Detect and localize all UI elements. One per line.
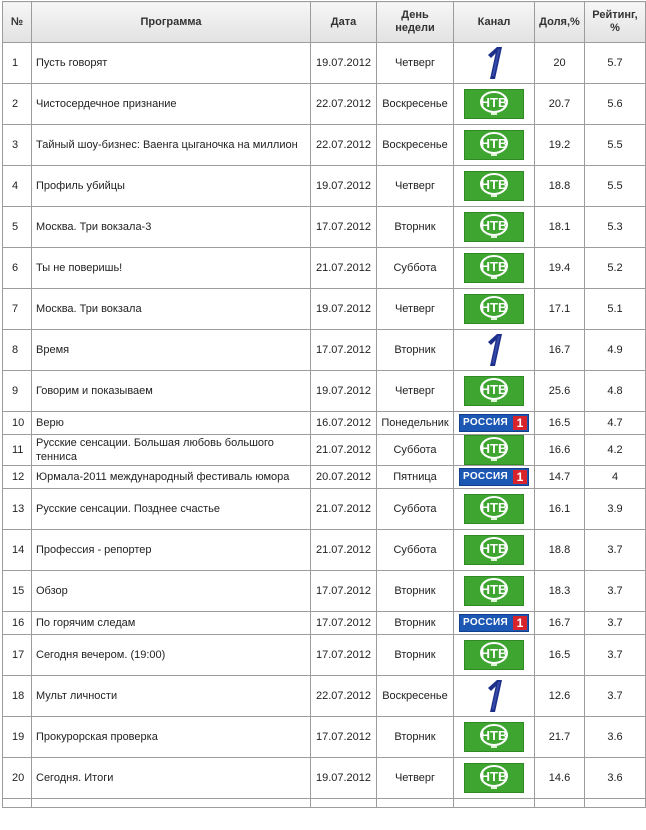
table-row	[3, 435, 646, 466]
table-row	[3, 207, 646, 248]
channel-cell	[454, 371, 535, 412]
share-value: 20.7	[535, 84, 585, 125]
ntv-logo	[464, 130, 524, 160]
program-name: По горячим следам	[32, 612, 311, 635]
air-date: 19.07.2012	[311, 43, 377, 84]
ntv-logo-text: НТВ	[480, 177, 508, 192]
air-date: 21.07.2012	[311, 530, 377, 571]
program-name: Чистосердечное признание	[32, 84, 311, 125]
ntv-logo-text: НТВ	[480, 300, 508, 315]
channel-cell	[454, 166, 535, 207]
rating-value: 4.7	[585, 412, 646, 435]
channel-one-logo	[482, 679, 506, 713]
air-date: 19.07.2012	[311, 371, 377, 412]
share-value: 12.6	[535, 676, 585, 717]
ntv-logo-text: НТВ	[480, 541, 508, 556]
program-name: Юрмала-2011 международный фестиваль юмора	[32, 466, 311, 489]
row-number: 4	[3, 166, 32, 207]
row-number: 5	[3, 207, 32, 248]
ntv-logo	[464, 435, 524, 465]
rating-value: 3.7	[585, 571, 646, 612]
air-date: 21.07.2012	[311, 489, 377, 530]
russia-logo-number: 1	[513, 416, 527, 430]
weekday: Суббота	[377, 435, 454, 466]
program-name: Москва. Три вокзала	[32, 289, 311, 330]
program-name: Сегодня вечером. (19:00)	[32, 635, 311, 676]
air-date: 17.07.2012	[311, 330, 377, 371]
rating-value: 3.6	[585, 717, 646, 758]
air-date: 19.07.2012	[311, 289, 377, 330]
program-name: Пусть говорят	[32, 43, 311, 84]
row-number: 17	[3, 635, 32, 676]
share-value: 18.8	[535, 166, 585, 207]
channel-cell	[454, 43, 535, 84]
empty-cell	[585, 799, 646, 808]
empty-cell	[377, 799, 454, 808]
rating-value: 3.7	[585, 530, 646, 571]
rating-value: 3.6	[585, 758, 646, 799]
program-name: Русские сенсации. Большая любовь большого тенниса	[32, 435, 311, 466]
air-date: 19.07.2012	[311, 758, 377, 799]
share-value: 16.1	[535, 489, 585, 530]
weekday: Воскресенье	[377, 84, 454, 125]
row-number: 13	[3, 489, 32, 530]
table-row	[3, 125, 646, 166]
ntv-logo	[464, 722, 524, 752]
weekday: Вторник	[377, 635, 454, 676]
table-row	[3, 166, 646, 207]
russia-1-logo	[459, 414, 529, 432]
share-value: 25.6	[535, 371, 585, 412]
weekday: Понедельник	[377, 412, 454, 435]
rating-value: 3.9	[585, 489, 646, 530]
header-rating-line2: %	[610, 22, 620, 34]
program-name: Москва. Три вокзала-3	[32, 207, 311, 248]
rating-value: 3.7	[585, 676, 646, 717]
channel-cell	[454, 676, 535, 717]
share-value: 18.3	[535, 571, 585, 612]
header-day	[377, 2, 454, 43]
weekday: Воскресенье	[377, 676, 454, 717]
russia-logo-text: РОССИЯ	[463, 617, 508, 628]
ntv-logo	[464, 576, 524, 606]
channel-cell	[454, 84, 535, 125]
rating-value: 4	[585, 466, 646, 489]
share-value: 20	[535, 43, 585, 84]
table-body	[3, 43, 646, 808]
share-value: 17.1	[535, 289, 585, 330]
channel-cell	[454, 717, 535, 758]
program-name: Прокурорская проверка	[32, 717, 311, 758]
share-value: 14.6	[535, 758, 585, 799]
header-date: Дата	[311, 2, 377, 43]
channel-cell	[454, 330, 535, 371]
air-date: 19.07.2012	[311, 166, 377, 207]
ntv-logo	[464, 640, 524, 670]
air-date: 22.07.2012	[311, 84, 377, 125]
rating-value: 3.7	[585, 612, 646, 635]
row-number: 1	[3, 43, 32, 84]
share-value: 19.2	[535, 125, 585, 166]
ntv-logo-text: НТВ	[480, 582, 508, 597]
row-number: 7	[3, 289, 32, 330]
air-date: 16.07.2012	[311, 412, 377, 435]
row-number: 6	[3, 248, 32, 289]
table-row	[3, 466, 646, 489]
channel-cell	[454, 248, 535, 289]
table-row	[3, 289, 646, 330]
program-name: Обзор	[32, 571, 311, 612]
russia-1-logo	[459, 468, 529, 486]
table-row	[3, 489, 646, 530]
channel-cell	[454, 612, 535, 635]
rating-value: 5.3	[585, 207, 646, 248]
rating-value: 5.2	[585, 248, 646, 289]
empty-cell	[32, 799, 311, 808]
channel-cell	[454, 289, 535, 330]
air-date: 21.07.2012	[311, 435, 377, 466]
weekday: Суббота	[377, 530, 454, 571]
table-row	[3, 612, 646, 635]
header-num: №	[3, 2, 32, 43]
channel-cell	[454, 758, 535, 799]
channel-cell	[454, 635, 535, 676]
row-number: 20	[3, 758, 32, 799]
table-row	[3, 571, 646, 612]
empty-cell	[535, 799, 585, 808]
air-date: 17.07.2012	[311, 635, 377, 676]
rating-value: 5.5	[585, 125, 646, 166]
ntv-logo-text: НТВ	[480, 259, 508, 274]
program-name: Профиль убийцы	[32, 166, 311, 207]
share-value: 16.5	[535, 412, 585, 435]
ntv-logo	[464, 89, 524, 119]
air-date: 22.07.2012	[311, 125, 377, 166]
row-number: 18	[3, 676, 32, 717]
header-rating	[585, 2, 646, 43]
table-row	[3, 43, 646, 84]
share-value: 18.8	[535, 530, 585, 571]
ntv-logo-text: НТВ	[480, 95, 508, 110]
program-name: Мульт личности	[32, 676, 311, 717]
program-name: Говорим и показываем	[32, 371, 311, 412]
ntv-logo-text: НТВ	[480, 441, 508, 456]
header-day-line1: День	[401, 9, 429, 21]
ntv-logo-text: НТВ	[480, 646, 508, 661]
table-row	[3, 330, 646, 371]
empty-cell	[3, 799, 32, 808]
ntv-logo	[464, 212, 524, 242]
table-row	[3, 717, 646, 758]
channel-cell	[454, 530, 535, 571]
table-row	[3, 635, 646, 676]
share-value: 14.7	[535, 466, 585, 489]
row-number: 15	[3, 571, 32, 612]
air-date: 17.07.2012	[311, 571, 377, 612]
row-number: 2	[3, 84, 32, 125]
ntv-logo-text: НТВ	[480, 728, 508, 743]
header-program: Программа	[32, 2, 311, 43]
weekday: Четверг	[377, 43, 454, 84]
weekday: Вторник	[377, 717, 454, 758]
channel-cell	[454, 412, 535, 435]
rating-value: 5.5	[585, 166, 646, 207]
weekday: Четверг	[377, 289, 454, 330]
table-row	[3, 530, 646, 571]
row-number: 10	[3, 412, 32, 435]
ntv-logo	[464, 763, 524, 793]
channel-cell	[454, 571, 535, 612]
program-name: Сегодня. Итоги	[32, 758, 311, 799]
rating-value: 5.1	[585, 289, 646, 330]
air-date: 17.07.2012	[311, 612, 377, 635]
share-value: 16.7	[535, 612, 585, 635]
ntv-logo	[464, 253, 524, 283]
rating-value: 4.8	[585, 371, 646, 412]
weekday: Пятница	[377, 466, 454, 489]
rating-value: 4.9	[585, 330, 646, 371]
air-date: 17.07.2012	[311, 717, 377, 758]
channel-one-logo	[482, 46, 506, 80]
table-row	[3, 248, 646, 289]
ntv-logo-text: НТВ	[480, 500, 508, 515]
channel-cell	[454, 207, 535, 248]
air-date: 22.07.2012	[311, 676, 377, 717]
header-row	[3, 2, 646, 43]
channel-cell	[454, 125, 535, 166]
header-day-line2: недели	[395, 22, 435, 34]
air-date: 17.07.2012	[311, 207, 377, 248]
empty-cell	[454, 799, 535, 808]
weekday: Вторник	[377, 612, 454, 635]
row-number: 9	[3, 371, 32, 412]
rating-value: 4.2	[585, 435, 646, 466]
ntv-logo-text: НТВ	[480, 218, 508, 233]
table-row-partial	[3, 799, 646, 808]
header-share: Доля,%	[535, 2, 585, 43]
row-number: 11	[3, 435, 32, 466]
air-date: 20.07.2012	[311, 466, 377, 489]
russia-logo-text: РОССИЯ	[463, 417, 508, 428]
weekday: Четверг	[377, 166, 454, 207]
share-value: 21.7	[535, 717, 585, 758]
rating-value: 3.7	[585, 635, 646, 676]
ntv-logo-text: НТВ	[480, 769, 508, 784]
channel-one-logo	[482, 333, 506, 367]
ratings-table	[2, 1, 646, 808]
russia-logo-number: 1	[513, 616, 527, 630]
channel-cell	[454, 489, 535, 530]
header-rating-line1: Рейтинг,	[592, 9, 638, 21]
program-name: Профессия - репортер	[32, 530, 311, 571]
weekday: Вторник	[377, 207, 454, 248]
weekday: Суббота	[377, 489, 454, 530]
share-value: 16.7	[535, 330, 585, 371]
program-name: Русские сенсации. Позднее счастье	[32, 489, 311, 530]
table-row	[3, 758, 646, 799]
ntv-logo-text: НТВ	[480, 136, 508, 151]
program-name: Тайный шоу-бизнес: Ваенга цыганочка на миллион	[32, 125, 311, 166]
program-name: Верю	[32, 412, 311, 435]
share-value: 18.1	[535, 207, 585, 248]
russia-logo-text: РОССИЯ	[463, 471, 508, 482]
rating-value: 5.6	[585, 84, 646, 125]
weekday: Воскресенье	[377, 125, 454, 166]
row-number: 12	[3, 466, 32, 489]
ntv-logo	[464, 494, 524, 524]
table-row	[3, 84, 646, 125]
row-number: 19	[3, 717, 32, 758]
rating-value: 5.7	[585, 43, 646, 84]
header-channel: Канал	[454, 2, 535, 43]
russia-logo-number: 1	[513, 470, 527, 484]
ntv-logo	[464, 171, 524, 201]
air-date: 21.07.2012	[311, 248, 377, 289]
program-name: Время	[32, 330, 311, 371]
share-value: 16.6	[535, 435, 585, 466]
channel-cell	[454, 435, 535, 466]
table-row	[3, 676, 646, 717]
table-row	[3, 412, 646, 435]
weekday: Вторник	[377, 571, 454, 612]
ntv-logo	[464, 294, 524, 324]
program-name: Ты не поверишь!	[32, 248, 311, 289]
weekday: Суббота	[377, 248, 454, 289]
empty-cell	[311, 799, 377, 808]
row-number: 3	[3, 125, 32, 166]
ntv-logo-text: НТВ	[480, 382, 508, 397]
row-number: 14	[3, 530, 32, 571]
table-row	[3, 371, 646, 412]
channel-cell	[454, 466, 535, 489]
ntv-logo	[464, 376, 524, 406]
share-value: 19.4	[535, 248, 585, 289]
row-number: 8	[3, 330, 32, 371]
row-number: 16	[3, 612, 32, 635]
weekday: Вторник	[377, 330, 454, 371]
weekday: Четверг	[377, 758, 454, 799]
share-value: 16.5	[535, 635, 585, 676]
weekday: Четверг	[377, 371, 454, 412]
ntv-logo	[464, 535, 524, 565]
russia-1-logo	[459, 614, 529, 632]
